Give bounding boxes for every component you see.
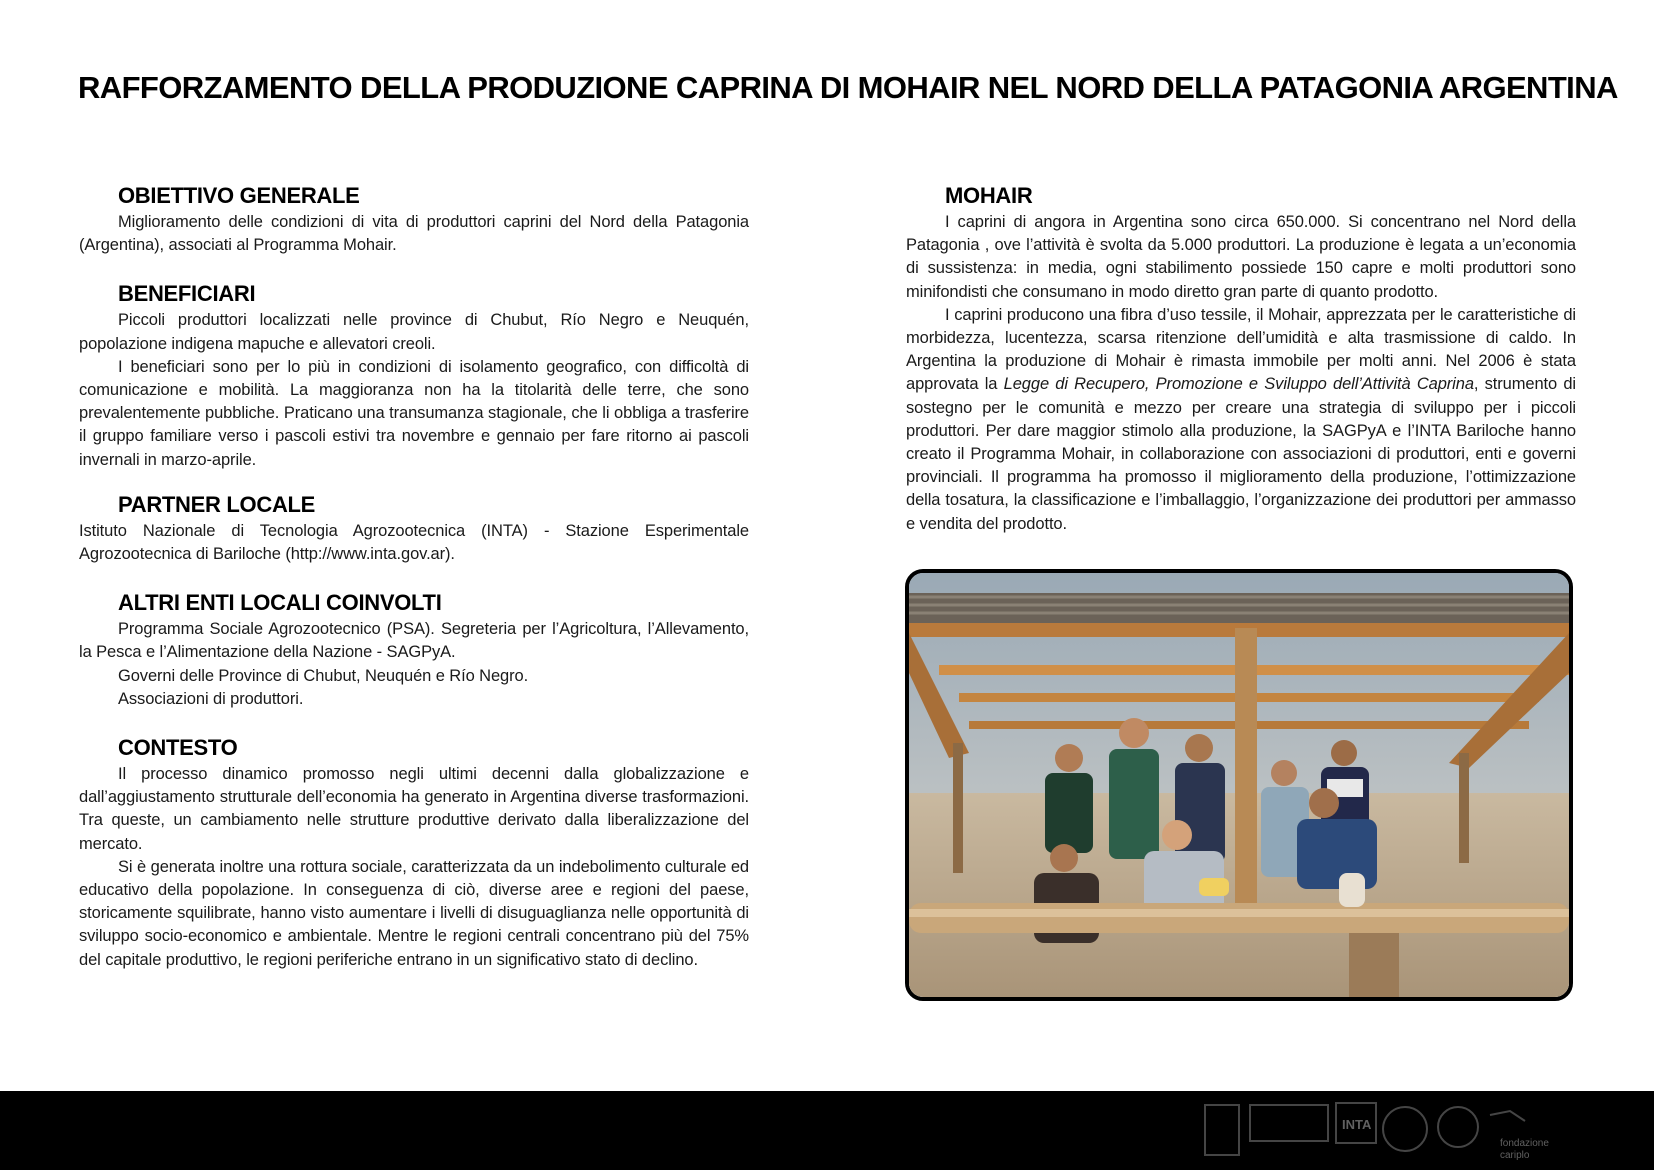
section-paragraph: Il processo dinamico promosso negli ultimi decenni dalla globalizzazione e dall’aggiustamento strutturale dell’economia ha generato in Argentina diverse trasformazioni. Tra queste, un cambiamento nelle strutture produttive derivato dalla liberalizzazione del mercato. xyxy=(79,765,749,853)
inta-logo-text: INTA xyxy=(1342,1117,1372,1132)
section-paragraph: Governi delle Province di Chubut, Neuquén e Río Negro. xyxy=(118,666,529,685)
cariplo-logo-text: cariplo xyxy=(1500,1150,1530,1161)
section-obiettivo xyxy=(79,183,749,257)
producers-photo xyxy=(905,569,1573,1001)
section-paragraph: Programma Sociale Agrozootecnico (PSA). Segreteria per l’Agricoltura, l’Allevamento, la Pesca e l’Alimentazione della Nazione - SAGPyA. xyxy=(79,620,749,662)
law-title: Legge di Recupero, Promozione e Sviluppo dell’Attività Caprina xyxy=(1003,375,1474,394)
section-heading: PARTNER LOCALE xyxy=(118,491,316,517)
paragraph-text: I caprini producono una fibra d’uso tessile, il Mohair, apprezzata per le caratteristiche di morbidezza, lucentezza, scarsa ritenzione dell’umidità e alta trasmissione di caldo. In Argentina la produzione di Mohair è rimasta immobile per molti anni. Nel 2006 è stata approvata la xyxy=(906,305,1576,394)
section-paragraph: Si è generata inoltre una rottura sociale, caratterizzata da un indebolimento culturale ed educativo della popolazione. In conseguenza di ciò, diverse aree e regioni del paese, storicamente squilibrate, hanno visto aumentare i livelli di disuguaglianza nelle opportunità di sviluppo socio-economico e ambientale. Mentre le regioni centrali concentrano più del 75% del capitale produttivo, le regioni periferiche entrano in un significativo stato di declino. xyxy=(79,857,749,969)
section-mohair xyxy=(906,183,1576,536)
section-heading: CONTESTO xyxy=(118,735,238,761)
footer-bar xyxy=(0,1091,1654,1170)
emblem-logo-icon xyxy=(1438,1107,1478,1147)
section-paragraph xyxy=(906,304,1576,536)
section-altri-enti xyxy=(79,590,749,711)
cariplo-logo-icon xyxy=(1490,1111,1525,1121)
section-partner-locale xyxy=(79,492,749,566)
section-paragraph: Istituto Nazionale di Tecnologia Agrozootecnica (INTA) - Stazione Esperimentale Agrozootecnica di Bariloche (http://www.inta.gov.ar). xyxy=(79,521,749,564)
section-heading: BENEFICIARI xyxy=(118,281,256,307)
seal-logo-icon xyxy=(1383,1107,1427,1151)
page-title: RAFFORZAMENTO DELLA PRODUZIONE CAPRINA DI MOHAIR NEL NORD DELLA PATAGONIA ARGENTINA xyxy=(78,70,1618,105)
section-heading: ALTRI ENTI LOCALI COINVOLTI xyxy=(118,590,442,616)
section-paragraph: Piccoli produttori localizzati nelle province di Chubut, Río Negro e Neuquén, popolazione indigena mapuche e allevatori creoli. xyxy=(79,311,749,353)
section-paragraph: I caprini di angora in Argentina sono circa 650.000. Si concentrano nel Nord della Patagonia , ove l’attività è svolta da 5.000 produttori. La produzione è legata a un’economia di sussistenza: in media, ogni stabilimento possiede 150 capre e molti produttori sono minifondisti che consumano in modo diretto gran parte di quanto prodotto. xyxy=(906,213,1576,301)
left-column xyxy=(79,183,749,996)
section-heading: MOHAIR xyxy=(945,183,1033,208)
logo-banner-icon xyxy=(1250,1105,1328,1141)
paragraph-text: , strumento di sostegno per le comunità e mezzo per creare una strategia di sviluppo per i piccoli produttori. Per dare maggior stimolo alla produzione, la SAGPyA e l’INTA Bariloche hanno creato il Programma Mohair, in collaborazione con associazioni di produttori, enti e governi provinciali. Il programma ha promosso il miglioramento della produzione, l’ottimizzazione della tosatura, la classificazione e l’imballaggio, l’organizzazione dei produttori per ammasso e vendita del prodotto. xyxy=(906,375,1576,533)
section-heading: OBIETTIVO GENERALE xyxy=(118,183,360,208)
section-contesto xyxy=(79,735,749,972)
section-paragraph: Miglioramento delle condizioni di vita di produttori caprini del Nord della Patagonia (Argentina), associati al Programma Mohair. xyxy=(79,213,749,255)
logo-box-icon xyxy=(1205,1105,1239,1155)
partner-logos xyxy=(0,1091,1654,1170)
right-column xyxy=(906,183,1576,560)
section-paragraph: Associazioni di produttori. xyxy=(118,689,304,708)
producers-photo-illustration xyxy=(909,573,1569,997)
section-paragraph: I beneficiari sono per lo più in condizioni di isolamento geografico, con difficoltà di comunicazione e mobilità. La maggioranza non ha la titolarità delle terre, che sono prevalentemente pubbliche. Praticano una transumanza stagionale, che li obbliga a trasferire il gruppo familiare verso i pascoli estivi tra novembre e gennaio per fare ritorno ai pascoli invernali in marzo-aprile. xyxy=(79,357,749,469)
section-beneficiari xyxy=(79,281,749,471)
fondazione-logo-text: fondazione xyxy=(1500,1138,1549,1149)
